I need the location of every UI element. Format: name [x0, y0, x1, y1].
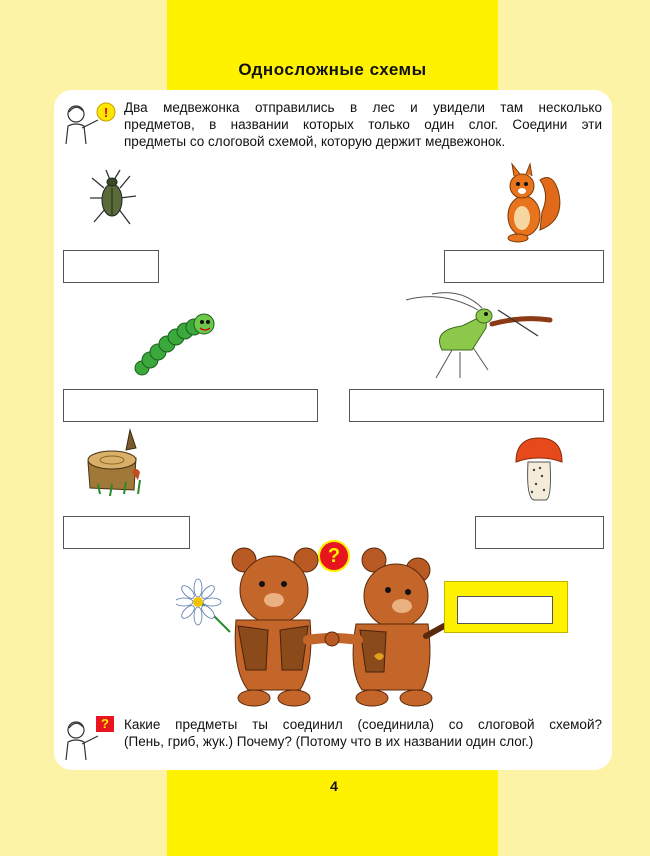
two-bears-icon	[176, 540, 448, 710]
syllable-box-stump[interactable]	[63, 516, 190, 549]
syllable-box-beetle[interactable]	[63, 250, 159, 283]
task-text: Два медвежонка отправились в лес и увидели там несколько предметов, в названии которых только один слог. Соедини эти предметы со слоговой схемой, которую держит медвежонок.	[124, 100, 602, 149]
question-icon-badge: ?	[101, 716, 109, 731]
page-title: Односложные схемы	[238, 60, 427, 79]
question-badge: ?	[318, 540, 350, 572]
stump-icon	[80, 428, 150, 498]
syllable-box-grasshopper[interactable]	[349, 389, 604, 422]
syllable-scheme-frame	[444, 581, 568, 633]
caterpillar-icon	[132, 308, 220, 378]
squirrel-icon	[496, 160, 566, 244]
syllable-scheme-box[interactable]	[457, 596, 553, 624]
syllable-box-mushroom[interactable]	[475, 516, 604, 549]
syllable-box-squirrel[interactable]	[444, 250, 604, 283]
syllable-box-caterpillar[interactable]	[63, 389, 318, 422]
svg-text:!: !	[103, 105, 109, 120]
beetle-icon	[84, 168, 142, 234]
grasshopper-icon	[402, 290, 560, 380]
question-text: Какие предметы ты соединил (соединила) со слоговой схемой? (Пень, гриб, жук.) Почему? (Потому что в их названии один слог.)	[124, 717, 602, 749]
mushroom-icon	[512, 434, 566, 504]
page-number: 4	[330, 778, 338, 794]
teacher-with-exclamation-icon	[60, 100, 118, 146]
